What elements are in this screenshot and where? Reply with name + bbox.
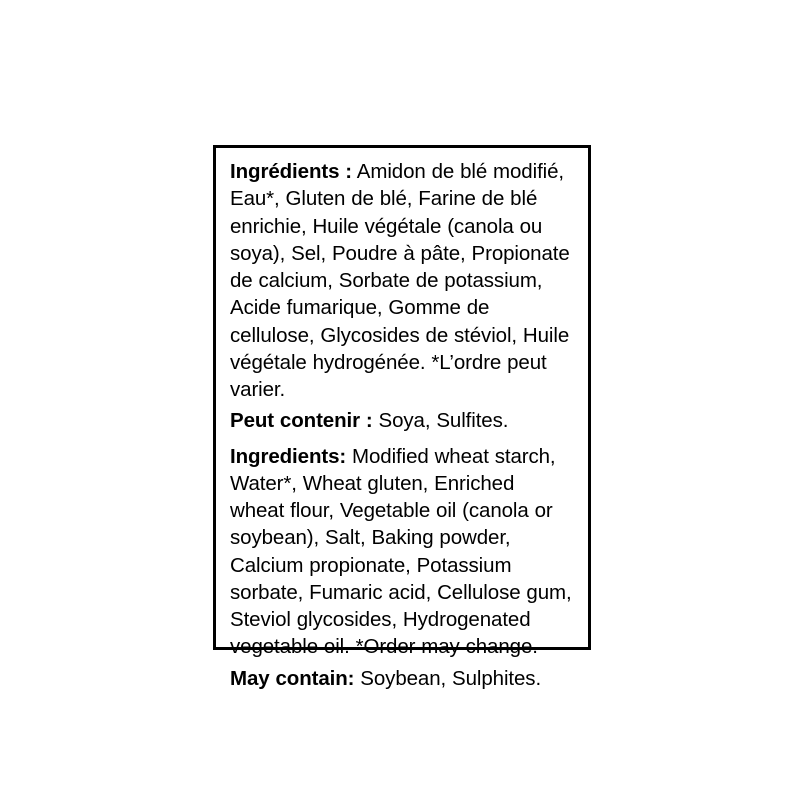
- french-ingredients-heading: Ingrédients :: [230, 160, 353, 183]
- french-ingredients-text: Amidon de blé modifié, Eau*, Gluten de blé, Farine de blé enrichie, Huile végétale (canola ou soya), Sel, Poudre à pâte, Propionate de calcium, Sorbate de potassium, Acide fumarique, Gomme de cellulose, Glycosides de stéviol, Huile végétale hydrogénée. *L’ordre peut varier.: [230, 160, 570, 401]
- english-may-contain-heading: May contain:: [230, 666, 355, 690]
- english-ingredients-heading: Ingredients:: [230, 444, 347, 468]
- english-ingredients-text: Modified wheat starch, Water*, Wheat gluten, Enriched wheat flour, Vegetable oil (canola or soybean), Salt, Baking powder, Calcium propionate, Potassium sorbate, Fumaric acid, Cellulose gum, Steviol glycosides, Hydrogenated vegetable oil. *Order may change.: [230, 444, 572, 659]
- french-may-contain-heading: Peut contenir :: [230, 409, 373, 433]
- english-ingredients-paragraph: [230, 443, 574, 661]
- french-ingredients-paragraph: [230, 158, 574, 403]
- english-may-contain-paragraph: [230, 665, 574, 692]
- ingredients-label-panel: [213, 145, 591, 690]
- english-may-contain-text: Soybean, Sulphites.: [354, 666, 542, 690]
- french-may-contain-paragraph: [230, 407, 574, 434]
- french-may-contain-text: Soya, Sulfites.: [372, 409, 509, 433]
